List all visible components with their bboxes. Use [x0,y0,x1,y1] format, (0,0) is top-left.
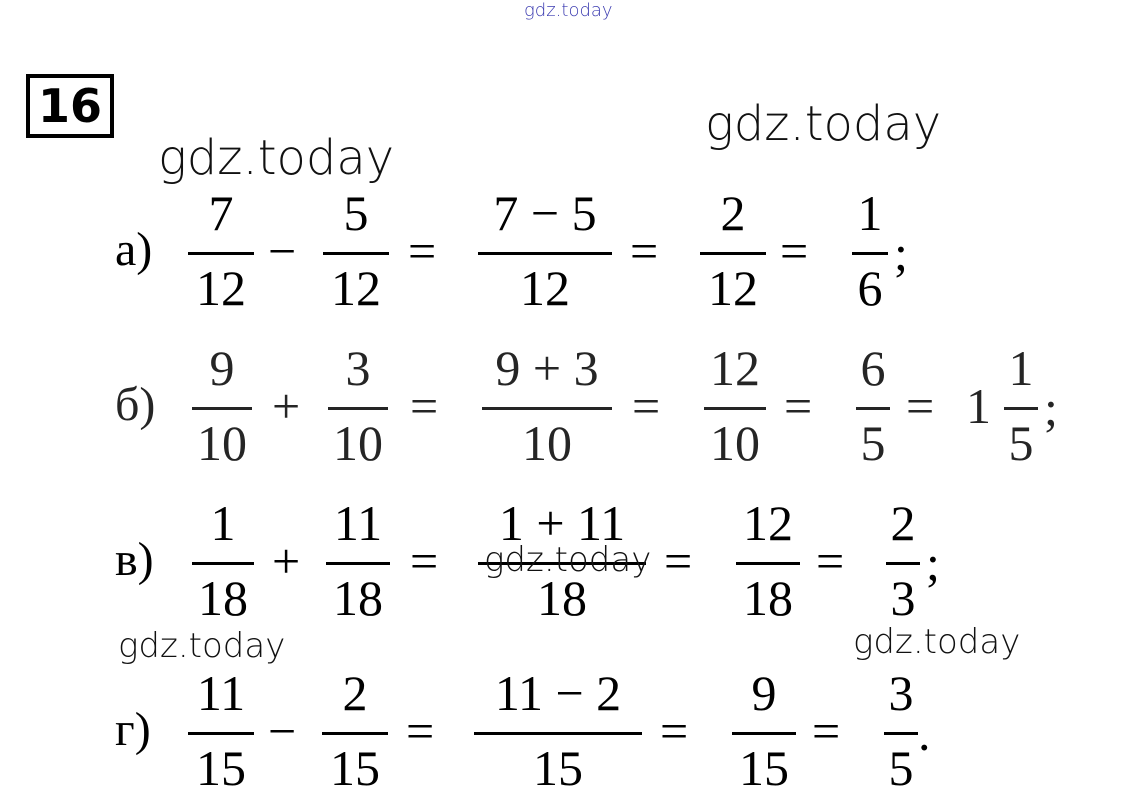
punctuation: ; [1044,380,1058,436]
numerator: 11 [333,495,383,551]
fraction [478,185,612,319]
watermark: gdz.today [484,540,652,580]
denominator: 5 [888,740,914,796]
equals-sign: = [660,703,689,759]
numerator: 1 [210,495,236,551]
equation-row-a [0,185,1134,318]
fraction [326,495,390,629]
denominator: 12 [708,260,758,316]
fraction [704,340,766,474]
fraction [323,185,389,319]
watermark: gdz.today [158,130,395,186]
equals-sign: = [780,223,809,279]
denominator: 6 [857,260,883,316]
watermark-top: gdz.today [524,0,613,21]
equals-sign: = [410,533,439,589]
fraction [700,185,766,319]
denominator: 10 [710,415,760,471]
equals-sign: = [812,703,841,759]
equals-sign: = [784,378,813,434]
denominator: 18 [333,570,383,626]
numerator: 9 [209,340,235,396]
numerator: 11 [196,665,246,721]
equals-sign: = [816,533,845,589]
equals-sign: = [664,533,693,589]
denominator: 10 [522,415,572,471]
denominator: 5 [1008,415,1034,471]
watermark: gdz.today [853,622,1021,662]
numerator: 6 [860,340,886,396]
denominator: 3 [890,570,916,626]
numerator: 7 − 5 [493,185,597,241]
operator: − [268,223,297,279]
numerator: 1 + 11 [498,495,626,551]
denominator: 10 [333,415,383,471]
denominator: 18 [198,570,248,626]
numerator: 2 [890,495,916,551]
fraction [192,495,254,629]
equals-sign: = [406,703,435,759]
numerator: 11 − 2 [494,665,622,721]
denominator: 12 [331,260,381,316]
punctuation: . [918,705,931,761]
equals-sign: = [632,378,661,434]
row-label: в) [115,533,154,586]
equation-row-b [0,340,1134,473]
fraction [188,665,254,799]
denominator: 15 [739,740,789,796]
denominator: 12 [520,260,570,316]
denominator: 12 [196,260,246,316]
numerator: 2 [720,185,746,241]
numerator: 3 [345,340,371,396]
fraction [482,340,612,474]
operator: + [272,378,301,434]
denominator: 18 [743,570,793,626]
numerator: 1 [1008,340,1034,396]
equals-sign: = [408,223,437,279]
denominator: 15 [533,740,583,796]
numerator: 3 [888,665,914,721]
equals-sign: = [630,223,659,279]
equals-sign: = [906,378,935,434]
fraction [732,665,796,799]
numerator: 9 + 3 [495,340,599,396]
equation-row-g [0,665,1134,798]
whole-part: 1 [966,378,991,434]
operator: + [272,533,301,589]
fraction [856,340,890,474]
equals-sign: = [410,378,439,434]
row-label: г) [115,703,151,756]
fraction [328,340,388,474]
fraction [886,495,920,629]
fraction [852,185,888,319]
watermark: gdz.today [118,626,286,666]
fraction [474,665,642,799]
punctuation: ; [894,225,908,281]
fraction [1004,340,1038,474]
denominator: 15 [196,740,246,796]
denominator: 15 [330,740,380,796]
numerator: 12 [743,495,793,551]
denominator: 18 [537,570,587,626]
fraction [884,665,918,799]
numerator: 7 [208,185,234,241]
fraction [192,340,252,474]
numerator: 2 [342,665,368,721]
watermark: gdz.today [705,96,942,152]
fraction [736,495,800,629]
punctuation: ; [926,535,940,591]
fraction [188,185,254,319]
denominator: 5 [860,415,886,471]
task-number: 16 [26,74,114,138]
row-label: а) [115,223,153,276]
numerator: 5 [343,185,369,241]
row-label: б) [115,378,156,431]
denominator: 10 [197,415,247,471]
fraction [322,665,388,799]
numerator: 1 [857,185,883,241]
numerator: 12 [710,340,760,396]
numerator: 9 [751,665,777,721]
operator: − [268,703,297,759]
